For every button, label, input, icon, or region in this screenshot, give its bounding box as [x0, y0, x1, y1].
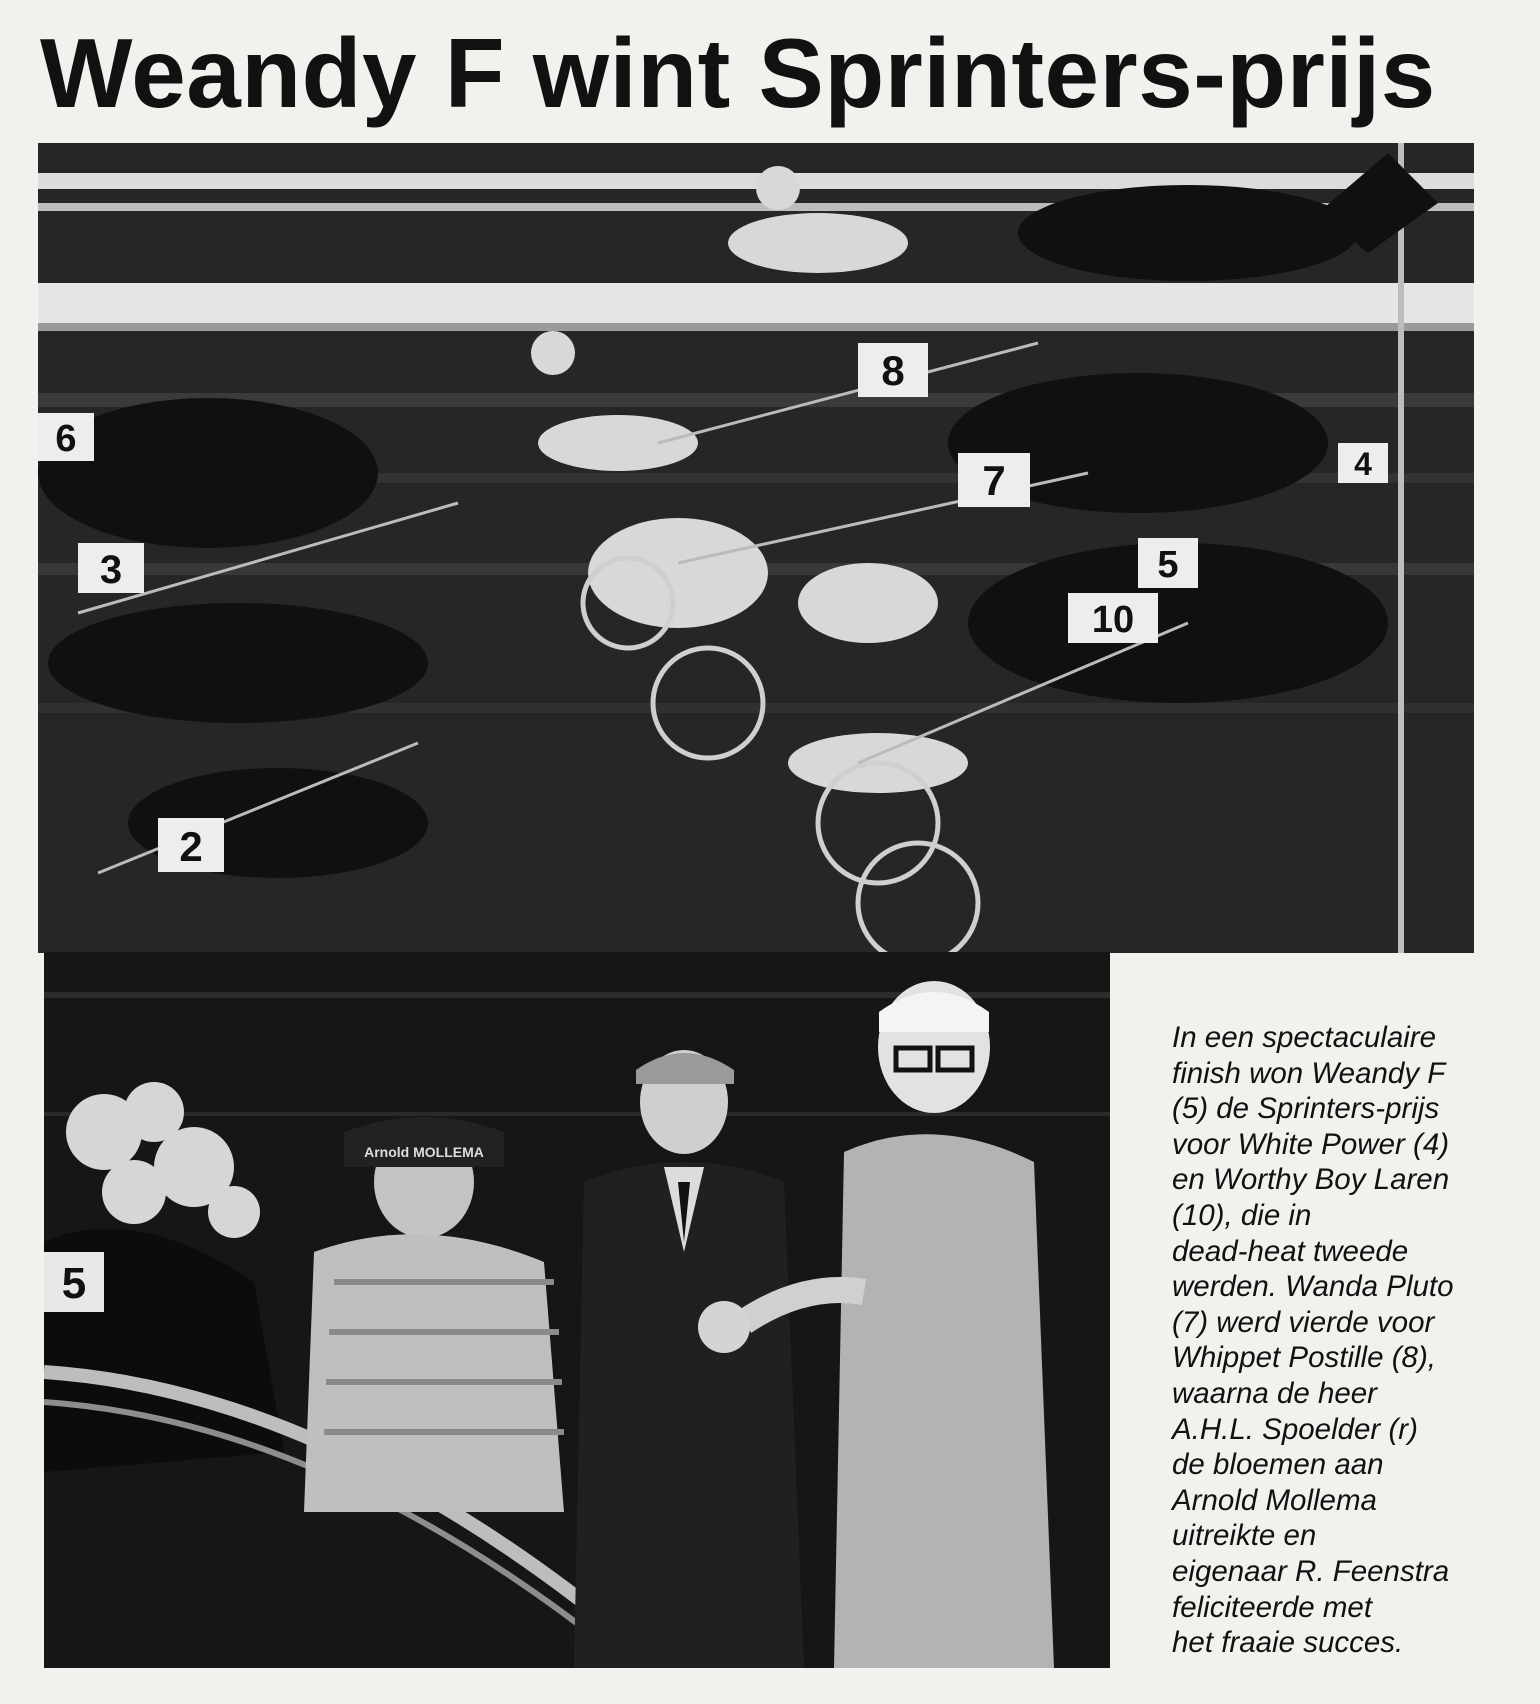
caption-line: In een spectaculaire [1172, 1021, 1437, 1054]
saddle-number-5-text: 5 [1157, 544, 1179, 586]
headline: Weandy F wint Sprinters-prijs [40, 18, 1436, 128]
driver-cap-text: Arnold MOLLEMA [364, 1144, 484, 1160]
saddle-number-6 [38, 413, 94, 461]
saddle-number-2 [158, 818, 224, 872]
saddle-number-4 [1338, 443, 1388, 483]
saddle-number-3-text: 3 [99, 548, 123, 592]
horse-number-5 [44, 1252, 104, 1312]
horse-number-5-text: 5 [61, 1259, 87, 1308]
race-finish-illustration [38, 143, 1474, 953]
photo-caption [1172, 1020, 1502, 1661]
caption-line: en Worthy Boy Laren [1172, 1163, 1450, 1197]
saddle-number-4-text: 4 [1354, 446, 1372, 482]
saddle-number-2-text: 2 [179, 823, 203, 870]
saddle-number-8 [858, 343, 928, 397]
caption-line: feliciteerde met [1172, 1590, 1373, 1624]
caption-line: dead-heat tweede [1172, 1234, 1409, 1268]
caption-line: Arnold Mollema [1172, 1483, 1377, 1517]
caption-line: A.H.L. Spoelder (r) [1172, 1412, 1418, 1446]
saddle-number-10 [1068, 593, 1158, 643]
saddle-number-7 [958, 453, 1030, 507]
saddle-number-6-text: 6 [55, 418, 77, 460]
saddle-number-5 [1138, 538, 1198, 588]
caption-line: (5) de Sprinters-prijs [1172, 1092, 1440, 1126]
caption-line: uitreikte en [1172, 1519, 1317, 1553]
caption-line: het fraaie succes. [1172, 1626, 1404, 1660]
caption-line: (10), die in [1172, 1198, 1312, 1232]
award-ceremony-photo [44, 952, 1110, 1668]
caption-line: de bloemen aan [1172, 1448, 1384, 1482]
caption-line: (7) werd vierde voor [1172, 1305, 1435, 1339]
caption-line: werden. Wanda Pluto [1172, 1270, 1454, 1304]
saddle-number-8-text: 8 [881, 347, 905, 394]
saddle-number-7-text: 7 [982, 457, 1006, 504]
award-ceremony-illustration [44, 952, 1110, 1668]
saddle-number-3 [78, 543, 144, 593]
race-finish-photo [38, 143, 1474, 953]
saddle-number-10-text: 10 [1091, 599, 1135, 641]
caption-line: waarna de heer [1172, 1376, 1378, 1410]
caption-line: finish won Weandy F [1172, 1056, 1446, 1090]
caption-line: voor White Power (4) [1172, 1127, 1450, 1161]
caption-line: eigenaar R. Feenstra [1172, 1554, 1450, 1588]
caption-line: Whippet Postille (8), [1172, 1341, 1436, 1375]
